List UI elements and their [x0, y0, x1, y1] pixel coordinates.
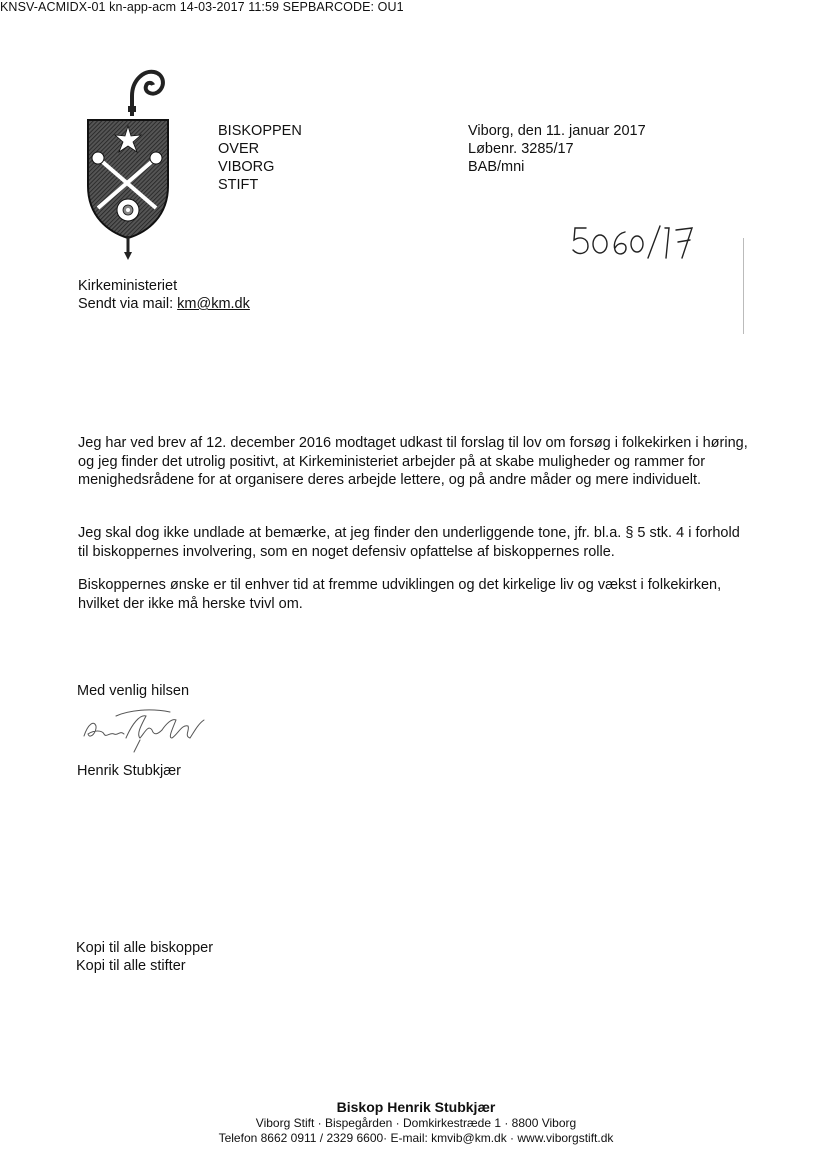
sender-block — [218, 122, 302, 194]
copy-line: Kopi til alle biskopper — [76, 940, 214, 956]
closing-greeting: Med venlig hilsen — [77, 683, 190, 699]
sender-line: OVER — [218, 141, 260, 157]
sent-via-label: Sendt via mail: — [78, 296, 174, 312]
copies-block — [76, 939, 213, 975]
reference-number: Løbenr. 3285/17 — [468, 141, 574, 157]
body-paragraph-2: Jeg skal dog ikke undlade at bemærke, at jeg finder den underliggende tone, jfr. bl.a. § 5 stk. 4 i forhold til biskoppernes involvering, som en noget defensiv opfattelse af biskoppernes rolle. — [78, 525, 740, 560]
signature-icon — [80, 704, 210, 754]
footer-contact: Telefon 8662 0911 / 2329 6600· E-mail: kmvib@km.dk · www.viborgstift.dk — [218, 1131, 614, 1145]
sender-line: BISKOPPEN — [218, 123, 302, 139]
recipient-email-link[interactable]: km@km.dk — [177, 296, 250, 312]
sender-line: VIBORG — [218, 159, 275, 175]
body-paragraph-3: Biskoppernes ønske er til enhver tid at fremme udviklingen og det kirkelige liv og vækst i folkekirken, hvilket der ikke må herske tvivl om. — [78, 577, 722, 612]
date-block — [468, 122, 646, 176]
author-initials: BAB/mni — [468, 159, 525, 175]
footer-address: Viborg Stift · Bispegården · Domkirkestræde 1 · 8800 Viborg — [255, 1116, 577, 1130]
scan-header: KNSV-ACMIDX-01 kn-app-acm 14-03-2017 11:59 SEPBARCODE: OU1 — [0, 0, 404, 14]
letter-footer — [0, 1098, 832, 1146]
recipient-name: Kirkeministeriet — [78, 278, 178, 294]
bishop-crest-icon — [84, 66, 170, 262]
letter-date: Viborg, den 11. januar 2017 — [468, 123, 646, 139]
body-paragraph-1: Jeg har ved brev af 12. december 2016 modtaget udkast til forslag til lov om forsøg i folkekirken i høring, og jeg finder det utrolig positivt, at Kirkeministeriet arbejder på at skabe muligheder og rammer for menighedsrådene for at organisere deres arbejde lettere, og på andre måder og mere individuelt. — [78, 435, 748, 488]
footer-name: Biskop Henrik Stubkjær — [336, 1099, 496, 1115]
margin-mark — [743, 238, 744, 334]
signer-name: Henrik Stubkjær — [77, 763, 181, 779]
recipient-block — [78, 277, 250, 313]
recipient-email-line — [78, 295, 250, 313]
copy-line: Kopi til alle stifter — [76, 958, 186, 974]
handwritten-journal-number — [570, 218, 700, 262]
sender-line: STIFT — [218, 177, 259, 193]
